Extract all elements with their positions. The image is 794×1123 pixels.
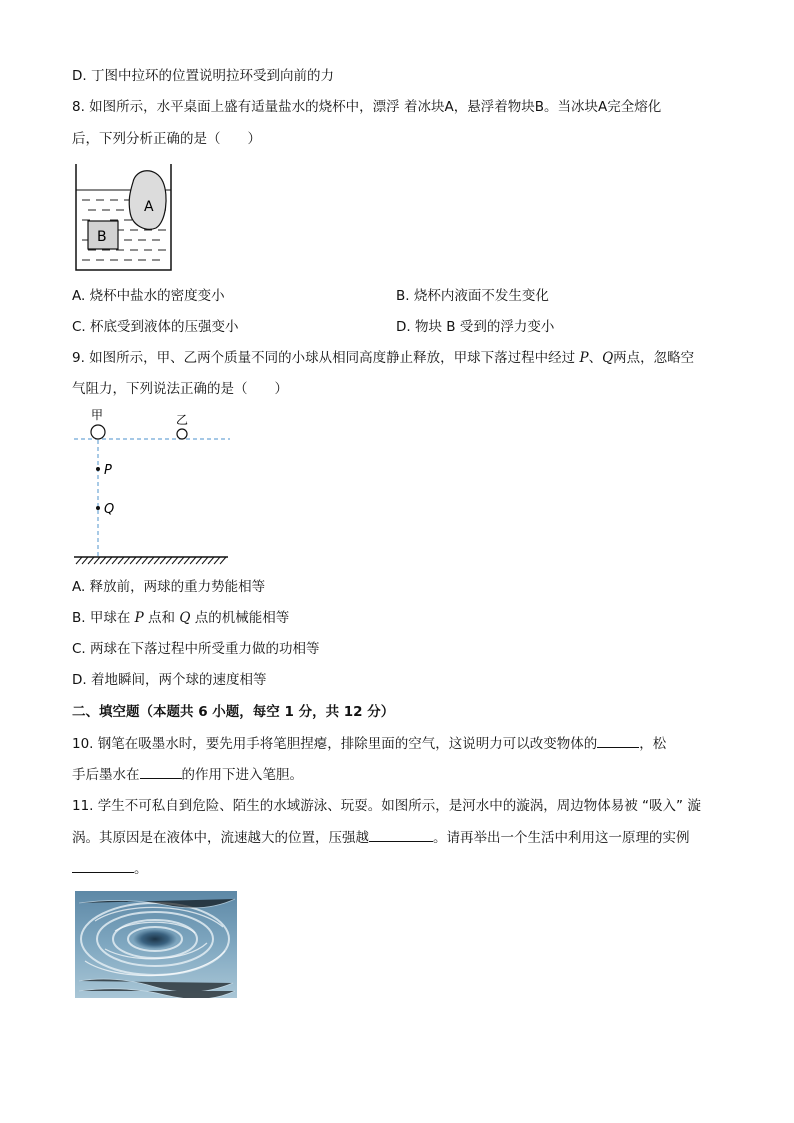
- q9-option-b-p: P: [134, 610, 144, 626]
- q9-option-b-q: Q: [179, 610, 191, 626]
- q9-option-b: [72, 608, 289, 628]
- q11-text-1: 涡。其原因是在液体中，流速越大的位置，压强越: [72, 830, 369, 846]
- ground-hatching: [76, 557, 226, 564]
- q11-blank-2[interactable]: [72, 858, 134, 873]
- q9-point-q: Q: [602, 350, 614, 366]
- q9-option-b-text: B. 甲球在: [72, 610, 135, 626]
- q10-line1: [72, 733, 666, 754]
- q8-option-c: C. 杯底受到液体的压强变小: [72, 319, 239, 335]
- object-block-b-label: B: [97, 229, 107, 245]
- q9-option-a: A. 释放前，两球的重力势能相等: [72, 579, 266, 595]
- ball-jia: [91, 425, 105, 439]
- ice-block-a-label: A: [144, 199, 154, 215]
- q8-option-a: A. 烧杯中盐水的密度变小: [72, 288, 225, 304]
- q8-stem-line2: 后，下列分析正确的是（ ）: [72, 131, 261, 147]
- point-p-label: P: [104, 463, 112, 478]
- q9-option-d: D. 着地瞬间，两个球的速度相等: [72, 672, 267, 688]
- ball-jia-label: 甲: [91, 408, 104, 422]
- q11-line2: [72, 827, 690, 848]
- ball-yi-label: 乙: [176, 413, 189, 427]
- q10-text-3: 手后墨水在: [72, 767, 140, 783]
- q9-option-c: C. 两球在下落过程中所受重力做的功相等: [72, 641, 320, 657]
- q11-blank-1[interactable]: [369, 827, 433, 842]
- point-q-label: Q: [104, 502, 115, 517]
- q9-stem-line2: 气阻力，下列说法正确的是（ ）: [72, 381, 288, 397]
- q10-text-4: 的作用下进入笔胆。: [181, 767, 303, 783]
- q9-separator: 、: [588, 350, 603, 366]
- section2-title: 二、填空题（本题共 6 小题，每空 1 分，共 12 分）: [72, 704, 395, 720]
- whirlpool-photo: [75, 891, 237, 998]
- q10-line2: [72, 764, 303, 785]
- point-q-dot: [96, 506, 100, 510]
- q9-stem-text-end: 两点，忽略空: [613, 350, 695, 366]
- q11-line1: 11. 学生不可私自到危险、陌生的水域游泳、玩耍。如图所示，是河水中的漩涡，周边物体易被 “吸入” 漩: [72, 798, 701, 814]
- q11-text-2: 。请再举出一个生活中利用这一原理的实例: [433, 830, 690, 846]
- q11-text-3: 。: [134, 861, 148, 877]
- q9-stem-text: 9. 如图所示，甲、乙两个质量不同的小球从相同高度静止释放，甲球下落过程中经过: [72, 350, 580, 366]
- q9-stem-line1: [72, 348, 694, 368]
- point-p-dot: [96, 467, 100, 471]
- q10-text-1: 10. 钢笔在吸墨水时，要先用手将笔胆捏瘪，排除里面的空气，这说明力可以改变物体的: [72, 736, 598, 752]
- q8-option-d: D. 物块 B 受到的浮力变小: [396, 319, 555, 335]
- q9-point-p: P: [579, 350, 589, 366]
- q8-option-b: B. 烧杯内液面不发生变化: [396, 288, 549, 304]
- q9-option-b-mid: 点和: [143, 610, 180, 626]
- q11-line3: [72, 858, 148, 879]
- q10-blank-1[interactable]: [597, 733, 639, 748]
- ball-yi: [177, 429, 187, 439]
- q10-text-2: ，松: [639, 736, 667, 752]
- q9-falling-balls-figure: [70, 402, 232, 570]
- q7-option-d: D. 丁图中拉环的位置说明拉环受到向前的力: [72, 68, 334, 84]
- q9-option-b-end: 点的机械能相等: [190, 610, 290, 626]
- q8-stem-line1: 8. 如图所示，水平桌面上盛有适量盐水的烧杯中，漂浮 着冰块A，悬浮着物块B。当冰块A完全熔化: [72, 99, 662, 115]
- q8-beaker-figure: [70, 160, 180, 275]
- q10-blank-2[interactable]: [140, 764, 182, 779]
